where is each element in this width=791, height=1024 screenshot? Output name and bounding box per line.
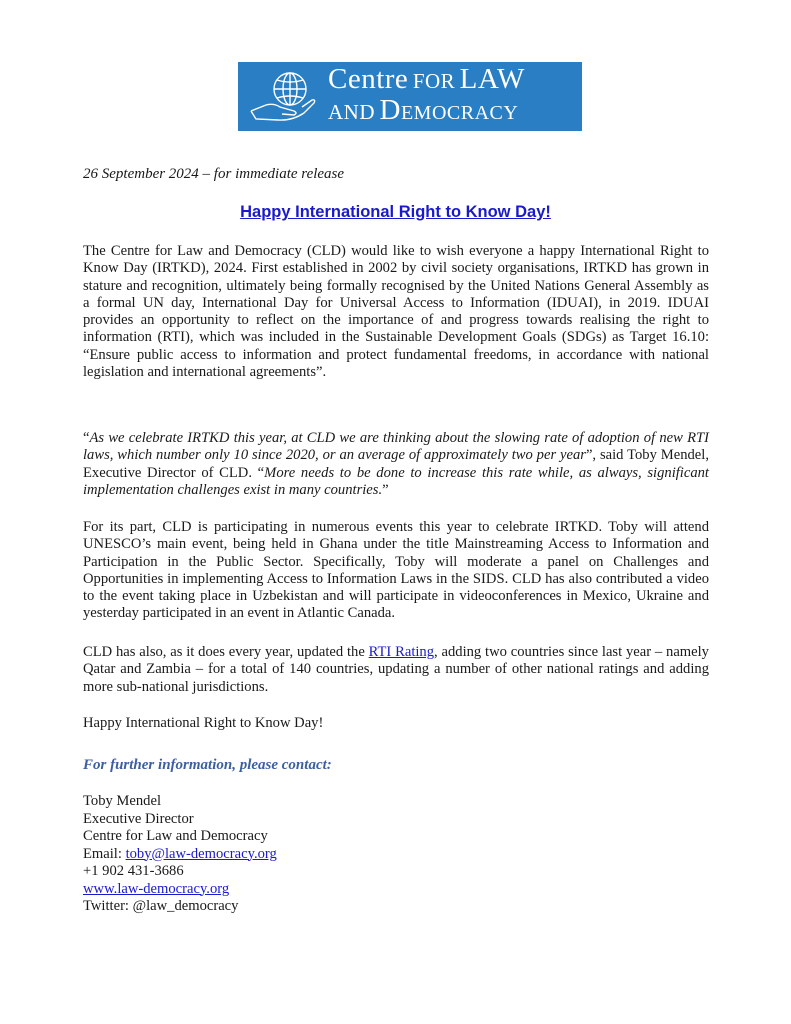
paragraph-rti-rating — [83, 644, 709, 696]
logo-word-centre: Centre — [328, 62, 409, 95]
contact-block — [83, 793, 277, 916]
contact-phone: +1 902 431-3686 — [83, 863, 184, 879]
paragraph-closing: Happy International Right to Know Day! — [83, 715, 324, 731]
contact-name: Toby Mendel — [83, 793, 162, 809]
quote-part-2: More needs to be done to increase this rate while, as always, significant implementation challenges exist in many countries. — [83, 464, 709, 498]
globe-in-hand-icon — [248, 67, 324, 127]
contact-heading: For further information, please contact: — [83, 757, 332, 773]
release-date: 26 September 2024 – for immediate release — [83, 166, 345, 182]
logo-wordmark — [328, 62, 525, 128]
rti-text-after: , adding two countries since last year – namely Qatar and Zambia – for a total of 140 countries, updating a number of other national ratings and adding more sub-national jurisdictions. — [83, 644, 709, 695]
rti-rating-link[interactable]: RTI Rating — [368, 644, 435, 660]
email-label: Email: — [83, 845, 126, 862]
close-quote: ” — [382, 481, 389, 498]
website-row — [83, 881, 277, 899]
rti-text-before: CLD has also, as it does every year, updated the — [83, 644, 369, 660]
cld-logo — [238, 62, 582, 131]
logo-word-and: AND — [328, 99, 375, 124]
logo-word-law: LAW — [459, 62, 525, 95]
contact-org: Centre for Law and Democracy — [83, 828, 268, 844]
contact-role: Executive Director — [83, 810, 194, 827]
contact-twitter: Twitter: @law_democracy — [83, 898, 239, 914]
paragraph-intro: The Centre for Law and Democracy (CLD) would like to wish everyone a happy International Right to Know Day (IRTKD), 2024. First established in 2002 by civil society organisations, IRTKD has grown in stature and recognition, ultimately being formally recognised by the United Nations General Assembly as a formal UN day, International Day for Universal Access to Information (IDUAI), in 2019. IDUAI provides an opportunity to reflect on the importance of and progress towards realising the right to information (RTI), which was included in the Sustainable Development Goals (SDGs) as Target 16.10: “Ensure public access to information and protect fundamental freedoms, in accordance with national legislation and international agreements”. — [83, 243, 709, 381]
logo-word-democracy: Democracy — [379, 93, 519, 126]
quote-attribution: ”, said Toby Mendel, Executive Director of CLD. “ — [83, 447, 709, 481]
email-link[interactable]: toby@law-democracy.org — [125, 845, 277, 862]
contact-email-row — [83, 846, 277, 864]
website-link[interactable]: www.law-democracy.org — [83, 880, 230, 897]
paragraph-quote — [83, 430, 709, 499]
quote-part-1: As we celebrate IRTKD this year, at CLD we are thinking about the slowing rate of adoption of new RTI laws, which number only 10 since 2020, or an average of approximately two per year — [83, 430, 709, 464]
page-title[interactable]: Happy International Right to Know Day! — [240, 203, 551, 221]
paragraph-events: For its part, CLD is participating in numerous events this year to celebrate IRTKD. Toby will attend UNESCO’s main event, being held in Ghana under the title Mainstreaming Access to Information and Participation in the Public Sector. Specifically, Toby will moderate a panel on Challenges and Opportunities in implementing Access to Information Laws in the SIDS. CLD has also contributed a video to the event taking place in Uzbekistan and will participate in videoconferences in Mexico, Ukraine and yesterday participated in an event in Atlantic Canada. — [83, 519, 709, 622]
logo-word-for: FOR — [412, 68, 456, 93]
open-quote: “ — [83, 430, 90, 446]
